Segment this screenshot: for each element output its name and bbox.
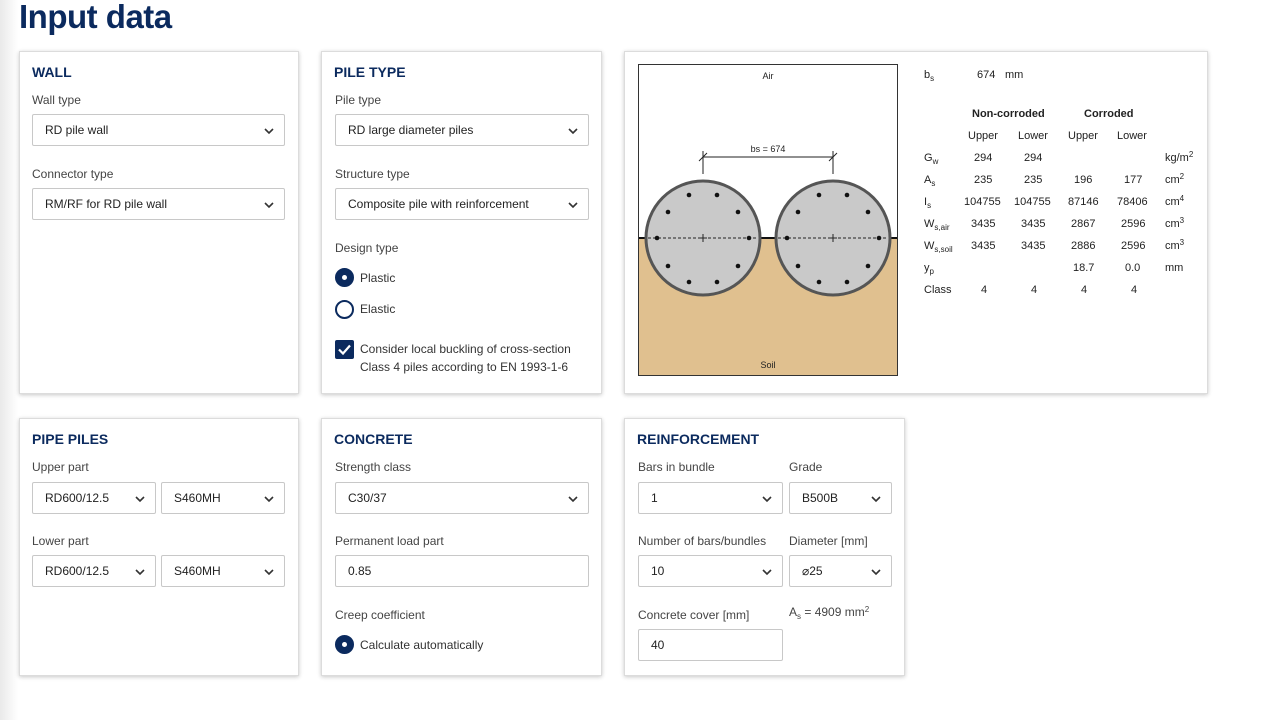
col-lower-1: Lower [1018,130,1048,142]
concrete-card-title: CONCRETE [334,431,413,447]
permanent-load-input[interactable] [335,555,589,587]
strength-class-value: C30/37 [348,491,387,505]
row-unit-sup: 3 [1179,238,1185,247]
row-symbol [924,240,953,252]
creep-auto-label: Calculate automatically [360,638,484,652]
row-symbol-main: y [924,262,930,274]
col-upper-2: Upper [1068,130,1098,142]
grade-value: B500B [802,491,839,505]
row-value: 2596 [1121,218,1146,230]
diameter-value: ⌀25 [802,564,823,578]
chevron-down-icon [264,126,274,136]
upper-section-select[interactable] [32,482,156,514]
row-unit-sup: 2 [1179,172,1185,181]
structure-type-value: Composite pile with reinforcement [348,197,529,211]
row-value: 2886 [1071,240,1096,252]
row-unit [1165,196,1184,208]
row-value: 87146 [1068,196,1099,208]
bs-symbol [924,69,934,81]
row-value: 2867 [1071,218,1096,230]
design-elastic-radio[interactable] [335,300,354,319]
design-type-label: Design type [335,241,399,255]
bars-in-bundle-label: Bars in bundle [638,460,715,474]
reinforcement-card-title: REINFORCEMENT [637,431,760,447]
row-value: 4 [1031,284,1038,296]
strength-class-label: Strength class [335,460,412,474]
row-unit-main: kg/m [1165,152,1189,164]
air-label: Air [762,71,774,81]
design-plastic-radio[interactable] [335,268,354,287]
row-unit [1165,174,1184,186]
bars-in-bundle-value: 1 [651,491,658,505]
row-symbol-main: I [924,196,928,208]
row-unit [1165,152,1193,164]
permanent-load-label: Permanent load part [335,534,444,548]
lower-grade-value: S460MH [174,564,221,578]
pile-type-card-title: PILE TYPE [334,64,406,80]
row-symbol [924,218,950,230]
row-value: 196 [1074,174,1093,186]
bs-value: 674 [977,69,996,81]
pile-type-value: RD large diameter piles [348,123,474,137]
upper-grade-select[interactable] [161,482,285,514]
structure-type-select[interactable] [335,188,589,220]
design-plastic-label: Plastic [360,271,396,285]
row-value: 3435 [1021,240,1046,252]
upper-section-value: RD600/12.5 [45,491,110,505]
permanent-load-value: 0.85 [348,564,372,578]
row-symbol-sub: p [929,267,934,276]
wall-type-select[interactable] [32,114,285,146]
structure-type-label: Structure type [335,167,410,181]
lower-part-label: Lower part [32,534,89,548]
row-value: 177 [1124,174,1143,186]
bs-symbol-sub: s [930,74,935,83]
chevron-down-icon [264,200,274,210]
group-corroded: Corroded [1084,108,1134,120]
row-value: 235 [974,174,993,186]
pile-type-card [321,51,602,394]
row-symbol-main: G [924,152,933,164]
chevron-down-icon [135,567,145,577]
number-of-bars-label: Number of bars/bundles [638,534,767,548]
row-value: 3435 [971,240,996,252]
row-symbol-sub: s,soil [934,245,953,254]
checkmark-icon [335,340,354,359]
concrete-card [321,418,602,676]
row-unit-main: cm [1165,174,1180,186]
row-value: 4 [1081,284,1088,296]
as-total-symbol: A [789,605,798,619]
chevron-down-icon [568,126,578,136]
row-value: 104755 [1014,196,1051,208]
row-symbol [924,196,931,208]
as-total-text: = 4909 mm [801,605,865,619]
lower-section-select[interactable] [32,555,156,587]
wall-card-title: WALL [32,64,72,80]
row-value: 3435 [1021,218,1046,230]
chevron-down-icon [568,494,578,504]
pile-left [646,181,760,295]
page-title: Input data [19,0,172,35]
row-symbol [924,262,934,274]
row-value: 4 [981,284,988,296]
as-total-readout [789,605,869,619]
bars-in-bundle-select[interactable] [638,482,783,514]
row-unit-main: cm [1165,240,1180,252]
row-unit-main: cm [1165,218,1180,230]
wall-card [19,51,299,394]
creep-coefficient-label: Creep coefficient [335,608,425,622]
cross-section-diagram [638,64,900,378]
row-value: 18.7 [1073,262,1095,274]
wall-type-value: RD pile wall [45,123,109,137]
wall-type-label: Wall type [32,93,81,107]
strength-class-select[interactable] [335,482,589,514]
row-value: 78406 [1117,196,1148,208]
chevron-down-icon [762,567,772,577]
row-value: 3435 [971,218,996,230]
chevron-down-icon [264,494,274,504]
col-lower-2: Lower [1117,130,1147,142]
row-symbol-main: W [924,218,935,230]
chevron-down-icon [762,494,772,504]
concrete-cover-label: Concrete cover [mm] [638,608,750,622]
diameter-label: Diameter [mm] [789,534,868,548]
col-upper-1: Upper [968,130,998,142]
row-symbol: Class [924,284,952,296]
row-value: 0.0 [1125,262,1141,274]
row-unit [1165,240,1184,252]
pipe-piles-card [19,418,299,676]
chevron-down-icon [871,567,881,577]
row-symbol [924,174,935,186]
row-symbol-sub: s [931,179,936,188]
group-noncorroded: Non-corroded [972,108,1045,120]
row-value: 4 [1131,284,1138,296]
row-unit-main: cm [1165,196,1180,208]
creep-auto-radio[interactable] [335,635,354,654]
pile-right [776,181,890,295]
chevron-down-icon [568,200,578,210]
left-edge-shade [0,0,18,720]
dimension-label: bs = 674 [750,144,786,154]
row-symbol-sub: w [932,157,939,166]
row-value: 294 [1024,152,1043,164]
row-unit-sup: 2 [1188,150,1194,159]
as-total-sup: 2 [864,605,870,614]
number-of-bars-value: 10 [651,564,665,578]
connector-type-select[interactable] [32,188,285,220]
row-symbol-main: A [924,174,932,186]
bs-unit: mm [1005,69,1024,81]
pipe-piles-card-title: PIPE PILES [32,431,109,447]
row-value: 2596 [1121,240,1146,252]
chevron-down-icon [871,494,881,504]
cross-section-card [624,51,1208,394]
upper-grade-value: S460MH [174,491,221,505]
row-unit-sup: 4 [1179,194,1185,203]
as-total-sub: s [797,612,802,621]
row-unit [1165,218,1184,230]
concrete-cover-value: 40 [651,638,665,652]
row-unit [1165,262,1183,274]
soil-label: Soil [760,360,776,370]
connector-type-value: RM/RF for RD pile wall [45,197,168,211]
number-of-bars-select[interactable] [638,555,783,587]
connector-type-label: Connector type [32,167,114,181]
design-elastic-label: Elastic [360,302,396,316]
reinforcement-card [624,418,905,676]
upper-part-label: Upper part [32,460,89,474]
buckling-checkbox[interactable] [335,340,354,359]
lower-section-value: RD600/12.5 [45,564,110,578]
row-unit-main: mm [1165,262,1184,274]
grade-label: Grade [789,460,823,474]
row-symbol-main: W [924,240,935,252]
grade-select[interactable] [789,482,892,514]
row-symbol [924,152,938,164]
concrete-cover-input[interactable] [638,629,783,661]
diameter-select[interactable] [789,555,892,587]
pile-type-label: Pile type [335,93,382,107]
row-value: 104755 [964,196,1001,208]
pile-type-select[interactable] [335,114,589,146]
chevron-down-icon [135,494,145,504]
lower-grade-select[interactable] [161,555,285,587]
row-symbol-sub: s,air [934,223,950,232]
row-symbol-sub: s [927,201,932,210]
buckling-label-line2: Class 4 piles according to EN 1993-1-6 [360,360,569,374]
chevron-down-icon [264,567,274,577]
buckling-label-line1: Consider local buckling of cross-section [360,342,571,356]
row-unit-sup: 3 [1179,216,1185,225]
row-value: 294 [974,152,993,164]
bs-symbol-main: b [924,69,931,81]
row-value: 235 [1024,174,1043,186]
